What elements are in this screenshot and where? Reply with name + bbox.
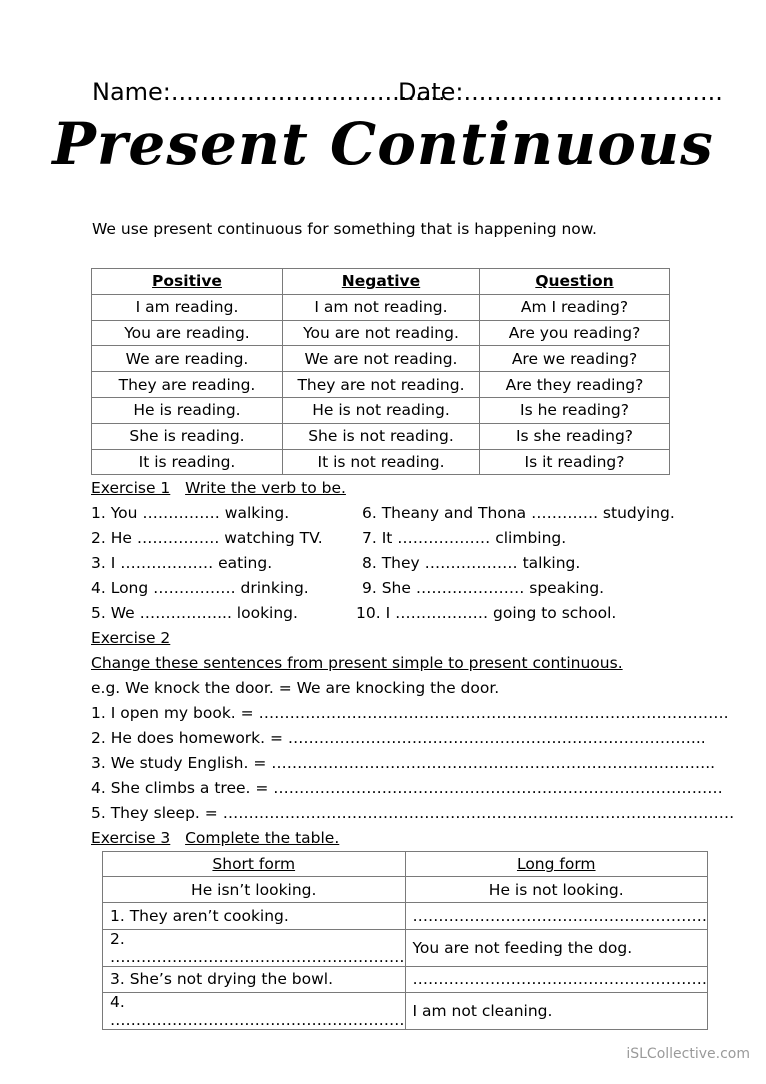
conjugation-table (91, 268, 670, 475)
site-watermark: iSLCollective.com (626, 1046, 750, 1062)
intro-text: We use present continuous for something that is happening now. (92, 220, 597, 238)
table-cell: He is reading. (92, 397, 283, 423)
header-long-form: Long form (405, 852, 708, 877)
exercise2-example: e.g. We knock the door. = We are knocking the door. (91, 679, 500, 697)
exercise2-label: Exercise 2 (91, 629, 171, 647)
table-cell: He is not looking. (405, 877, 708, 903)
table-cell: You are not feeding the dog. (405, 929, 708, 966)
table-cell: We are not reading. (283, 346, 480, 372)
table-cell: I am not cleaning. (405, 992, 708, 1029)
date-field-label: Date:.................................. (398, 78, 723, 106)
table-cell: He isn’t looking. (103, 877, 406, 903)
table-cell: 4. ………………………………………………… (103, 992, 406, 1029)
table-cell: They are not reading. (283, 372, 480, 398)
table-cell: Are you reading? (480, 320, 670, 346)
table-cell: I am not reading. (283, 294, 480, 320)
table-cell: 3. She’s not drying the bowl. (103, 966, 406, 992)
table-header-row (103, 852, 708, 877)
table-cell: 2. ………………………………………………… (103, 929, 406, 966)
exercise2-item: 4. She climbs a tree. = …………………………………………………………………………… (91, 779, 723, 797)
table-cell: Is he reading? (480, 397, 670, 423)
table-row (103, 929, 708, 966)
exercise2-item: 3. We study English. = ………………………………………………………………………….. (91, 754, 716, 772)
table-row (92, 346, 670, 372)
table-row (92, 449, 670, 475)
header-question: Question (480, 269, 670, 295)
table-cell: They are reading. (92, 372, 283, 398)
table-cell: Are they reading? (480, 372, 670, 398)
table-header-row (92, 269, 670, 295)
table-cell: He is not reading. (283, 397, 480, 423)
table-cell: It is not reading. (283, 449, 480, 475)
name-field-label: Name:.................................... (92, 78, 446, 106)
exercise2-item: 1. I open my book. = ………………………………………………………………………………. (91, 704, 729, 722)
table-row (103, 903, 708, 929)
exercise1-item: 10. I ……………… going to school. (356, 604, 617, 622)
table-row (103, 877, 708, 903)
table-cell: Are we reading? (480, 346, 670, 372)
table-row (92, 423, 670, 449)
table-cell: Is she reading? (480, 423, 670, 449)
exercise2-instruction: Change these sentences from present simple to present continuous. (91, 654, 623, 672)
header-short-form: Short form (103, 852, 406, 877)
exercise1-item: 6. Theany and Thona …………. studying. (362, 504, 675, 522)
table-cell: It is reading. (92, 449, 283, 475)
exercise1-item: 4. Long ……………. drinking. (91, 579, 309, 597)
exercise3-label: Exercise 3 (91, 829, 171, 847)
table-row (103, 992, 708, 1029)
exercise3-instruction: Complete the table. (185, 829, 340, 847)
short-long-form-table (102, 851, 708, 1030)
exercise1-instruction: Write the verb to be. (185, 479, 346, 497)
exercise1-item: 1. You …………… walking. (91, 504, 290, 522)
table-cell: ………………………………………………… (405, 966, 708, 992)
table-cell: I am reading. (92, 294, 283, 320)
table-row (103, 966, 708, 992)
table-cell: ………………………………………………… (405, 903, 708, 929)
exercise1-label: Exercise 1 (91, 479, 171, 497)
exercise1-item: 5. We ……………... looking. (91, 604, 298, 622)
table-cell: You are not reading. (283, 320, 480, 346)
exercise3-heading (91, 829, 339, 847)
table-row (92, 320, 670, 346)
table-cell: Is it reading? (480, 449, 670, 475)
table-cell: She is not reading. (283, 423, 480, 449)
exercise1-item: 3. I ……………… eating. (91, 554, 273, 572)
exercise1-item: 7. It ……………… climbing. (362, 529, 567, 547)
exercise1-item: 2. He ……………. watching TV. (91, 529, 323, 547)
table-row (92, 372, 670, 398)
exercise1-item: 8. They ……………… talking. (362, 554, 581, 572)
table-cell: She is reading. (92, 423, 283, 449)
exercise1-heading (91, 479, 346, 497)
header-positive: Positive (92, 269, 283, 295)
worksheet-title: Present Continuous (52, 110, 714, 178)
table-cell: Am I reading? (480, 294, 670, 320)
table-cell: You are reading. (92, 320, 283, 346)
header-negative: Negative (283, 269, 480, 295)
table-row (92, 397, 670, 423)
exercise2-item: 2. He does homework. = ……………………………………………………………………... (91, 729, 706, 747)
exercise2-item: 5. They sleep. = ……………………………………………………………………………………… (91, 804, 735, 822)
table-row (92, 294, 670, 320)
table-cell: 1. They aren’t cooking. (103, 903, 406, 929)
table-cell: We are reading. (92, 346, 283, 372)
exercise1-item: 9. She ………………… speaking. (362, 579, 605, 597)
